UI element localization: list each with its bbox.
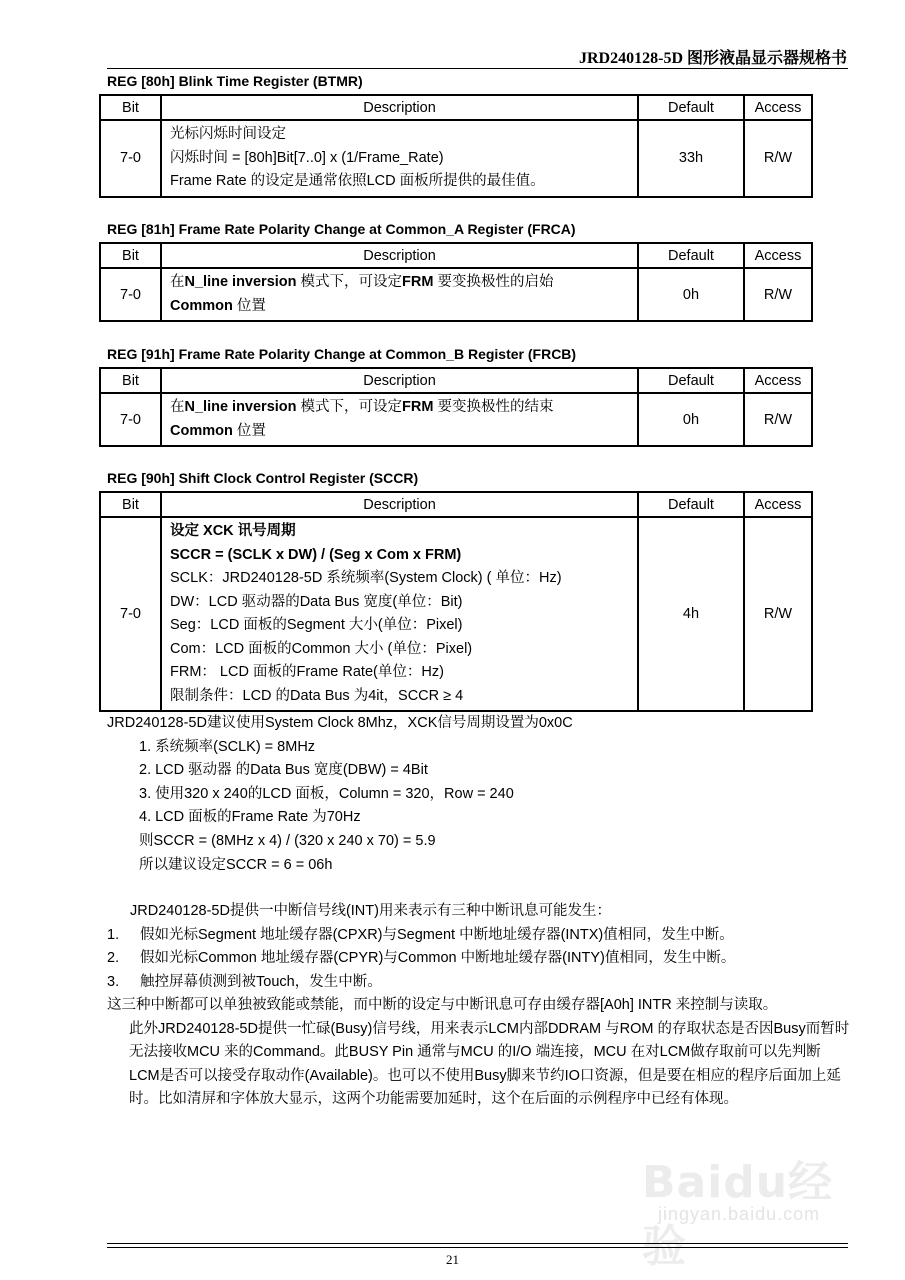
reg-91h-title: REG [91h] Frame Rate Polarity Change at Common_B Register (FRCB) [107, 346, 577, 362]
access-cell: R/W [744, 120, 812, 197]
col-access: Access [744, 95, 812, 120]
note-item: 所以建议设定SCCR = 6 = 06h [139, 856, 333, 873]
col-description: Description [161, 243, 638, 268]
table-row [100, 120, 812, 197]
reg-90h-table [99, 491, 813, 712]
desc-line: 在N_line inversion 模式下，可设定FRM 要变换极性的结束 [170, 399, 554, 415]
page-header [0, 0, 905, 72]
header-rule [107, 68, 848, 69]
table-header-row [100, 243, 812, 268]
desc-line: FRM： LCD 面板的Frame Rate(单位：Hz) [170, 664, 444, 680]
reg-90h-title: REG [90h] Shift Clock Control Register (SCCR) [107, 470, 419, 486]
col-description: Description [161, 492, 638, 517]
col-access: Access [744, 492, 812, 517]
table-row [100, 517, 812, 711]
default-cell: 4h [638, 517, 744, 711]
col-description: Description [161, 95, 638, 120]
bit-cell: 7-0 [100, 120, 161, 197]
reg-81h-table [99, 242, 813, 322]
col-default: Default [638, 95, 744, 120]
footer-rule [107, 1243, 848, 1244]
sccr-notes [107, 712, 573, 877]
body-text [107, 900, 851, 1112]
col-default: Default [638, 368, 744, 393]
col-access: Access [744, 243, 812, 268]
paragraph-busy: 此外JRD240128-5D提供一忙碌(Busy)信号线，用来表示LCM内部DDRAM 与ROM 的存取状态是否因Busy而暂时无法接收MCU 来的Command。此BUSY Pin 通常与MCU 的I/O 端连接，MCU 在对LCM做存取前可以先判断LCM是否可以接受存取动作(Available)。也可以不使用Busy脚来节约IO口资源，但是要在相应的程序后面加上延时。比如清屏和字体放大显示，这两个功能需要加延时，这个在后面的示例程序中已经有体现。 [129, 1020, 850, 1107]
bit-cell: 7-0 [100, 268, 161, 321]
access-cell: R/W [744, 393, 812, 446]
col-bit: Bit [100, 368, 161, 393]
reg-81h-title: REG [81h] Frame Rate Polarity Change at Common_A Register (FRCA) [107, 221, 576, 237]
desc-line: Common 位置 [170, 297, 266, 314]
paragraph-int: JRD240128-5D提供一中断信号线(INT)用来表示有三种中断讯息可能发生： [130, 903, 611, 919]
note-item: 2. LCD 驱动器 的Data Bus 宽度(DBW) = 4Bit [139, 762, 428, 779]
desc-line: Common 位置 [170, 422, 266, 439]
col-bit: Bit [100, 243, 161, 268]
footer-rule-thin [107, 1247, 848, 1248]
desc-line: 限制条件：LCD 的Data Bus 为4it，SCCR ≥ 4 [170, 687, 464, 704]
col-default: Default [638, 243, 744, 268]
bit-cell: 7-0 [100, 393, 161, 446]
table-header-row [100, 492, 812, 517]
col-description: Description [161, 368, 638, 393]
reg-91h-table [99, 367, 813, 447]
note-item: 4. LCD 面板的Frame Rate 为70Hz [139, 809, 361, 826]
default-cell: 0h [638, 268, 744, 321]
table-row [100, 393, 812, 446]
default-cell: 33h [638, 120, 744, 197]
reg-80h-title: REG [80h] Blink Time Register (BTMR) [107, 73, 363, 89]
table-row [100, 268, 812, 321]
paragraph-interrupt-control: 这三种中断都可以单独被致能或禁能，而中断的设定与中断讯息可存由缓存器[A0h] INTR 来控制与读取。 [107, 997, 778, 1013]
watermark-url: jingyan.baidu.com [658, 1204, 821, 1224]
list-item: 2. 假如光标Common 地址缓存器(CPYR)与Common 中断地址缓存器(INTY)值相同，发生中断。 [107, 950, 736, 966]
note-item: 3. 使用320 x 240的LCD 面板，Column = 320，Row = 240 [139, 785, 514, 802]
desc-line: Com：LCD 面板的Common 大小 (单位：Pixel) [170, 640, 473, 657]
desc-line: 闪烁时间 = [80h]Bit[7..0] x (1/Frame_Rate) [170, 149, 444, 166]
notes-intro: JRD240128-5D建议使用System Clock 8Mhz，XCK信号周期设置为0x0C [107, 715, 573, 731]
bit-cell: 7-0 [100, 517, 161, 711]
col-default: Default [638, 492, 744, 517]
desc-line: 在N_line inversion 模式下，可设定FRM 要变换极性的启始 [170, 274, 554, 290]
document-title: JRD240128-5D 图形液晶显示器规格书 [579, 50, 847, 67]
table-header-row [100, 95, 812, 120]
col-access: Access [744, 368, 812, 393]
access-cell: R/W [744, 517, 812, 711]
page-number: 21 [446, 1252, 459, 1267]
description-cell [161, 120, 638, 197]
default-cell: 0h [638, 393, 744, 446]
access-cell: R/W [744, 268, 812, 321]
col-bit: Bit [100, 95, 161, 120]
desc-line: 光标闪烁时间设定 [170, 126, 286, 142]
formula-line: SCCR = (SCLK x DW) / (Seg x Com x FRM) [170, 546, 462, 563]
desc-line: SCLK：JRD240128-5D 系统频率(System Clock) ( 单位：Hz) [170, 570, 562, 586]
list-item: 1. 假如光标Segment 地址缓存器(CPXR)与Segment 中断地址缓存器(INTX)值相同，发生中断。 [107, 926, 734, 943]
description-cell [161, 393, 638, 446]
table-header-row [100, 368, 812, 393]
description-cell [161, 268, 638, 321]
reg-80h-table [99, 94, 813, 198]
description-cell [161, 517, 638, 711]
desc-line: Frame Rate 的设定是通常依照LCD 面板所提供的最佳值。 [170, 173, 545, 189]
watermark-logo: Baidu经验 [642, 1157, 834, 1272]
desc-line: DW：LCD 驱动器的Data Bus 宽度(单位：Bit) [170, 593, 463, 610]
note-item: 则SCCR = (8MHz x 4) / (320 x 240 x 70) = 5.9 [139, 832, 436, 849]
desc-line: Seg：LCD 面板的Segment 大小(单位：Pixel) [170, 617, 463, 633]
baidu-watermark [638, 1146, 858, 1272]
desc-line: 设定 XCK 讯号周期 [170, 523, 296, 539]
col-bit: Bit [100, 492, 161, 517]
list-item: 3. 触控屏幕侦测到被Touch，发生中断。 [107, 973, 382, 990]
note-item: 1. 系统频率(SCLK) = 8MHz [139, 738, 316, 755]
